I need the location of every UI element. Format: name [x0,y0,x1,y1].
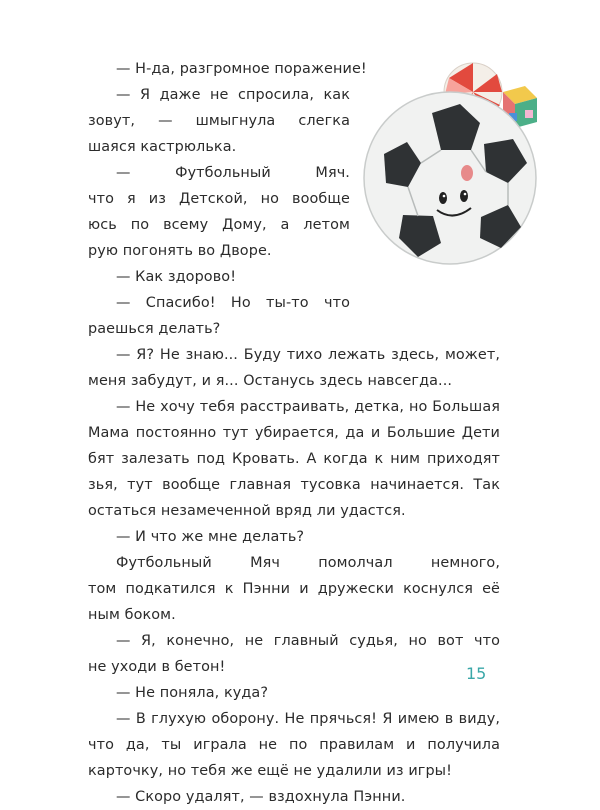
soccer-ball-body [364,92,536,264]
text-line: юсь по всему Дому, а летом [88,217,350,233]
text-line: — Я? Не знаю... Буду тихо лежать здесь, может, [116,347,500,363]
text-line: что да, ты играла не по правилам и получила [88,737,500,753]
text-line: зья, тут вообще главная тусовка начинается. Так [88,477,500,493]
text-line: раешься делать? [88,321,221,337]
text-line: — И что же мне делать? [116,529,305,545]
text-line: рую погонять во Дворе. [88,243,272,259]
text-line: бят залезать под Кровать. А когда к ним приходят [88,451,500,467]
text-line: остаться незамеченной вряд ли удастся. [88,503,406,519]
text-line: — Не поняла, куда? [116,685,269,701]
text-line: — Н-да, разгромное поражение! [116,61,367,77]
soccer-ball-illustration [363,50,538,265]
text-line: — Скоро удалят, — вздохнула Пэнни. [116,789,406,805]
text-line: Мама постоянно тут убирается, да и Большие Дети [88,425,500,441]
text-line: том подкатился к Пэнни и дружески коснулся её [88,581,500,597]
text-line: — Я даже не спросила, как [116,87,350,103]
text-line: не уходи в бетон! [88,659,226,675]
soccer-ball-icon [363,50,538,265]
text-line: — Как здорово! [116,269,237,285]
text-line: что я из Детской, но вообще [88,191,350,207]
page-number: 15 [466,664,487,683]
text-line: зовут, — шмыгнула слегка [88,113,350,129]
text-line: — Спасибо! Но ты-то что [116,295,350,311]
text-line: — Не хочу тебя расстраивать, детка, но Большая [116,399,500,415]
text-line: — В глухую оборону. Не прячься! Я имею в виду, [116,711,500,727]
text-line: меня забудут, и я... Останусь здесь навсегда... [88,373,453,389]
text-line: ным боком. [88,607,176,623]
text-line: шаяся кастрюлька. [88,139,237,155]
text-line: Футбольный Мяч помолчал немного, [116,555,500,571]
text-line: — Я, конечно, не главный судья, но вот что [116,633,500,649]
text-line: карточку, но тебя же ещё не удалили из игры! [88,763,453,779]
text-line: — Футбольный Мяч. [116,165,350,181]
